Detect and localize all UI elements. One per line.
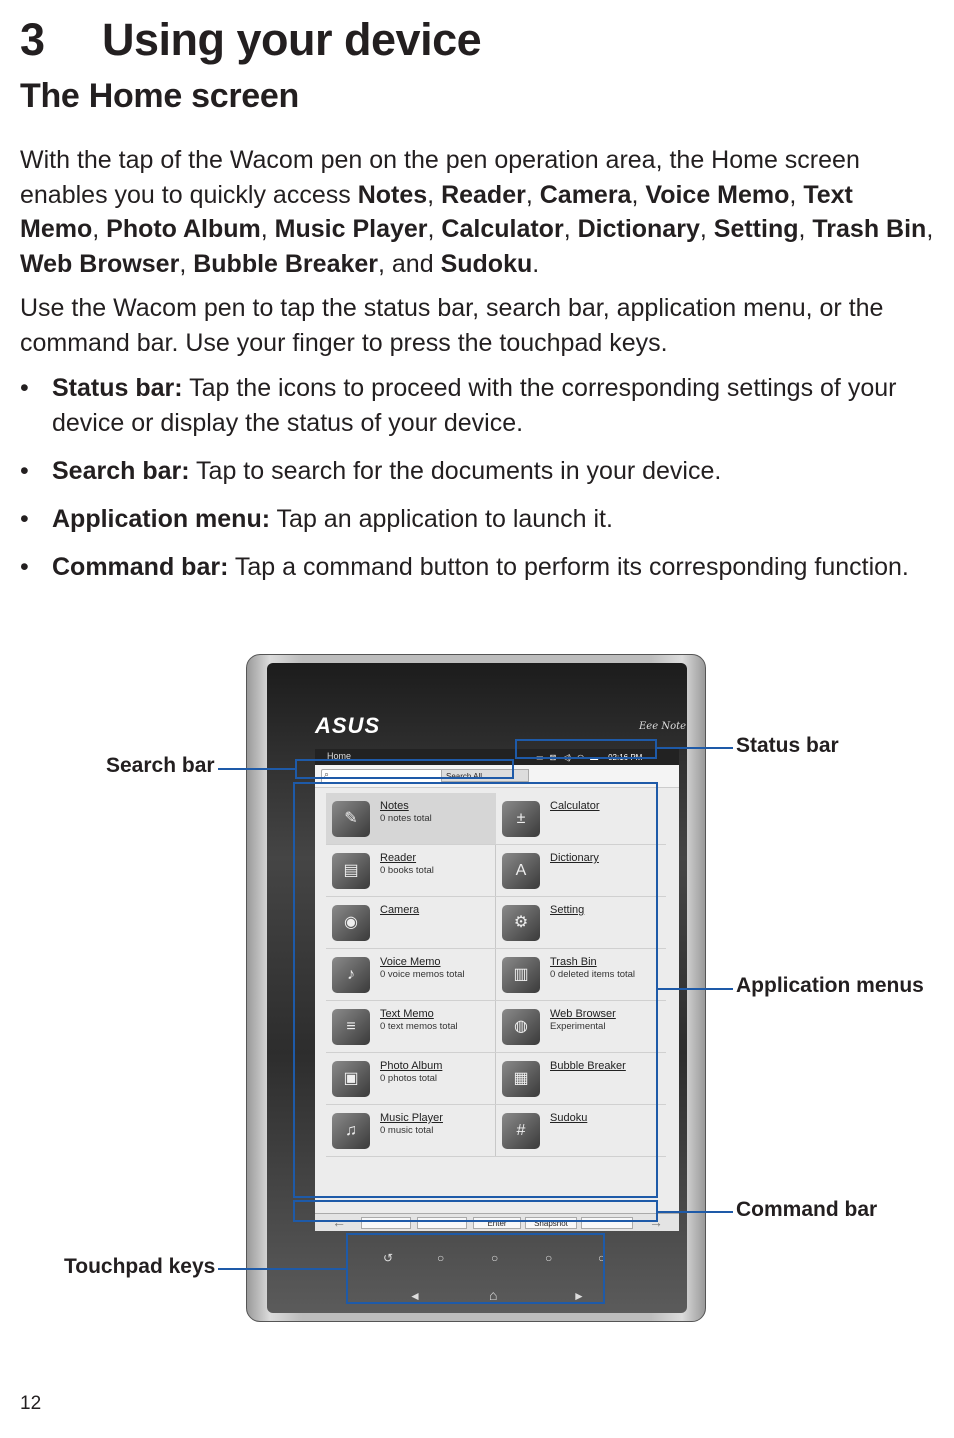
dictionary-icon: A bbox=[502, 853, 540, 889]
app-subtitle: 0 notes total bbox=[380, 813, 432, 824]
bullet-command-bar: • Command bar: Tap a command button to perform its corresponding function. bbox=[20, 553, 909, 581]
touchpad-key[interactable]: ○ bbox=[437, 1251, 445, 1265]
app-name: Sudoku bbox=[550, 1112, 588, 1124]
bubble-breaker-icon: ▦ bbox=[502, 1061, 540, 1097]
chapter-number: 3 bbox=[20, 14, 45, 65]
chapter-heading bbox=[20, 14, 481, 66]
calculator-icon: ± bbox=[502, 801, 540, 837]
voice-memo-icon: ♪ bbox=[332, 957, 370, 993]
eee-note-mark: Eee Note bbox=[639, 721, 687, 732]
app-name-trash-bin: Trash Bin bbox=[812, 215, 927, 243]
back-arrow-icon[interactable]: ← bbox=[332, 1214, 346, 1230]
undo-key-icon[interactable]: ↺ bbox=[383, 1251, 394, 1265]
search-bar-callout: Search bar bbox=[106, 754, 215, 777]
bullet-term: Application menu: bbox=[52, 505, 271, 533]
app-name: Voice Memo bbox=[380, 956, 441, 968]
sd-card-icon[interactable]: ▭ bbox=[536, 752, 544, 762]
app-name-text-memo: Text Memo bbox=[20, 180, 853, 243]
camera-icon: ◉ bbox=[332, 905, 370, 941]
app-name-voice-memo: Voice Memo bbox=[645, 180, 790, 209]
app-name: Dictionary bbox=[550, 852, 599, 864]
notes-icon: ✎ bbox=[332, 801, 370, 837]
app-name: Setting bbox=[550, 904, 585, 916]
app-name: Calculator bbox=[550, 800, 600, 812]
search-bar-leader-line bbox=[218, 768, 295, 770]
app-name: Bubble Breaker bbox=[550, 1060, 626, 1072]
search-all-button[interactable]: Search All bbox=[441, 769, 529, 782]
right-arrow-key-icon[interactable]: ► bbox=[573, 1289, 585, 1303]
command-bar-callout: Command bar bbox=[736, 1198, 878, 1221]
bullet-status-bar: • Status bar: Tap the icons to proceed with the corresponding settings of your device or display the status of your device. bbox=[20, 374, 897, 437]
home-key-icon[interactable]: ⌂ bbox=[489, 1287, 498, 1303]
reader-icon: ▤ bbox=[332, 853, 370, 889]
wifi-icon[interactable]: ◠ bbox=[577, 752, 585, 762]
bullet-text: Tap an application to launch it. bbox=[270, 505, 613, 533]
bullet-term: Search bar: bbox=[52, 457, 190, 485]
touchpad-keys-leader-line bbox=[218, 1268, 346, 1270]
trash-bin-icon: ▥ bbox=[502, 957, 540, 993]
app-subtitle: 0 books total bbox=[380, 865, 434, 876]
app-subtitle: 0 music total bbox=[380, 1125, 434, 1136]
forward-arrow-icon[interactable]: → bbox=[649, 1214, 663, 1230]
app-name-bubble-breaker: Bubble Breaker bbox=[193, 249, 379, 278]
app-subtitle: 0 voice memos total bbox=[380, 969, 465, 980]
app-name: Camera bbox=[380, 904, 420, 916]
app-name-sudoku: Sudoku bbox=[440, 249, 533, 278]
bullet-text: Tap a command button to perform its corresponding function. bbox=[228, 553, 909, 581]
app-name: Reader bbox=[380, 852, 417, 864]
app-name: Notes bbox=[380, 800, 409, 812]
photo-album-icon: ▣ bbox=[332, 1061, 370, 1097]
enter-button[interactable]: Enter bbox=[473, 1217, 521, 1229]
left-arrow-key-icon[interactable]: ◄ bbox=[409, 1289, 421, 1303]
bullet-search-bar: • Search bar: Tap to search for the documents in your device. bbox=[20, 457, 722, 485]
usage-paragraph: Use the Wacom pen to tap the status bar, search bar, application menu, or the command bar. Use your finger to press the touchpad keys. bbox=[20, 294, 884, 357]
app-subtitle: 0 photos total bbox=[380, 1073, 438, 1084]
app-name: Trash Bin bbox=[550, 956, 597, 968]
page-number: 12 bbox=[20, 1393, 42, 1414]
chapter-title: Using your device bbox=[102, 14, 482, 65]
application-menus-leader-line bbox=[658, 988, 733, 990]
app-name-camera: Camera bbox=[539, 180, 632, 209]
intro-lead: With the tap of the Wacom pen on the pen operation area, the Home screen enables you to quickly access bbox=[20, 146, 860, 209]
app-name: Text Memo bbox=[380, 1008, 434, 1020]
setting-icon: ⚙ bbox=[502, 905, 540, 941]
app-name: Web Browser bbox=[550, 1008, 616, 1020]
app-name: Photo Album bbox=[380, 1060, 443, 1072]
command-bar-leader-line bbox=[658, 1211, 733, 1213]
touchpad-key[interactable]: ○ bbox=[598, 1251, 606, 1265]
app-name-web-browser: Web Browser bbox=[20, 249, 180, 278]
app-name: Music Player bbox=[380, 1112, 443, 1124]
touchpad-key[interactable]: ○ bbox=[545, 1251, 553, 1265]
app-name-music-player: Music Player bbox=[274, 215, 428, 243]
sudoku-icon: # bbox=[502, 1113, 540, 1149]
command-bar-highlight bbox=[293, 1200, 658, 1222]
battery-icon[interactable]: ▬ bbox=[590, 752, 599, 762]
status-bar-callout: Status bar bbox=[736, 734, 839, 757]
status-bar-leader-line bbox=[657, 747, 733, 749]
touchpad-key[interactable]: ○ bbox=[491, 1251, 499, 1265]
clock: 02:16 PM bbox=[608, 752, 643, 762]
music-player-icon: ♫ bbox=[332, 1113, 370, 1149]
bullet-application-menu: • Application menu: Tap an application to launch it. bbox=[20, 505, 613, 533]
bullet-term: Command bar: bbox=[52, 553, 229, 581]
web-browser-icon: ◍ bbox=[502, 1009, 540, 1045]
touchpad-keys-callout: Touchpad keys bbox=[64, 1255, 216, 1278]
app-subtitle: Experimental bbox=[550, 1021, 606, 1032]
app-name-reader: Reader bbox=[441, 180, 526, 209]
search-icon: ⌕ bbox=[324, 769, 330, 779]
intro-paragraph: With the tap of the Wacom pen on the pen operation area, the Home screen enables you to quickly access Notes, Reader, Camera, Voice Memo, Text Memo, Photo Album, Music Player, Calculator, Dictionary, Setting, Trash Bin, Web Browser, Bubble Breaker, and Sudoku. bbox=[20, 146, 934, 278]
text-memo-icon: ≡ bbox=[332, 1009, 370, 1045]
bullet-term: Status bar: bbox=[52, 374, 183, 402]
app-name-calculator: Calculator bbox=[441, 215, 564, 243]
app-name-setting: Setting bbox=[713, 215, 799, 243]
app-subtitle: 0 deleted items total bbox=[550, 969, 636, 980]
usb-icon[interactable]: ⊠ bbox=[549, 752, 557, 762]
app-subtitle: 0 text memos total bbox=[380, 1021, 458, 1032]
app-name-dictionary: Dictionary bbox=[577, 215, 700, 243]
snapshot-button[interactable]: Snapshot bbox=[525, 1217, 577, 1229]
touchpad-keys-highlight bbox=[346, 1233, 605, 1304]
app-name-notes: Notes bbox=[357, 180, 428, 209]
application-menus-highlight bbox=[293, 782, 658, 1198]
application-menus-callout: Application menus bbox=[736, 974, 924, 997]
status-bar-highlight bbox=[515, 739, 657, 759]
app-name-photo-album: Photo Album bbox=[106, 215, 261, 243]
asus-logo: ASUS bbox=[315, 713, 381, 738]
speaker-icon[interactable]: ◁) bbox=[562, 752, 572, 762]
bullet-text: Tap the icons to proceed with the corresponding settings of your device or display the status of your device. bbox=[52, 374, 897, 437]
section-title: The Home screen bbox=[20, 77, 299, 115]
search-bar-highlight bbox=[295, 759, 514, 779]
home-label: Home bbox=[327, 751, 352, 761]
bullet-text: Tap to search for the documents in your device. bbox=[189, 457, 722, 485]
